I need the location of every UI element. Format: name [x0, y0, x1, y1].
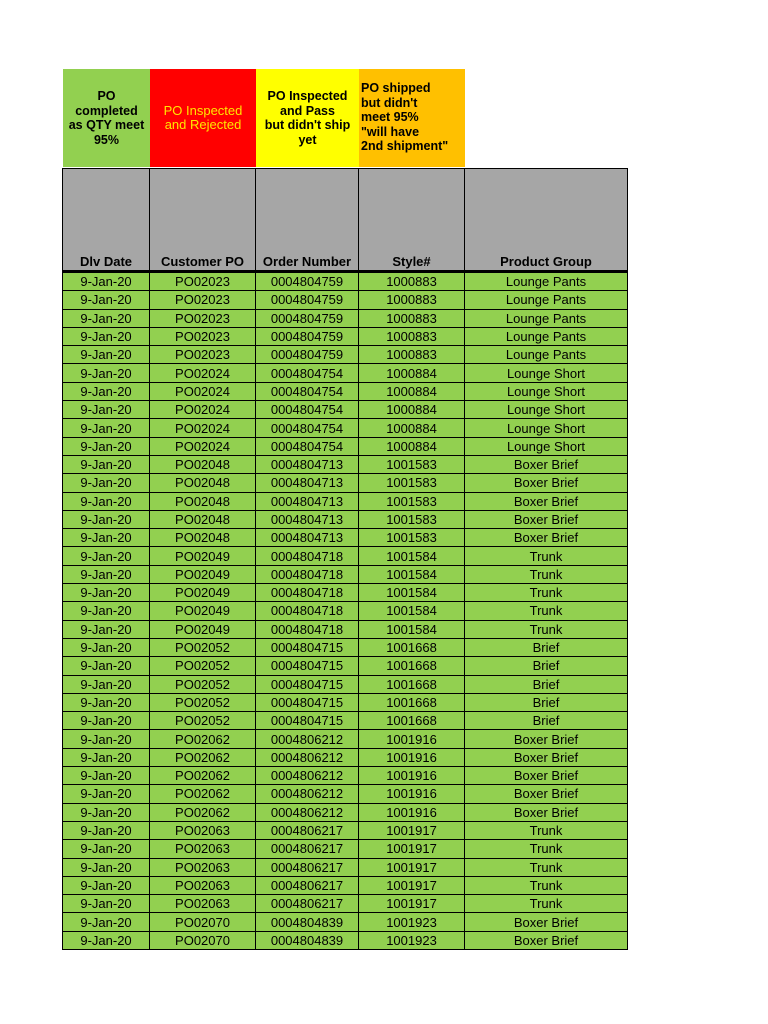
cell-product-group[interactable]: Boxer Brief [465, 748, 628, 766]
cell-product-group[interactable]: Boxer Brief [465, 529, 628, 547]
cell-order-number[interactable]: 0004806212 [256, 767, 359, 785]
table-row [63, 638, 628, 656]
cell-style[interactable]: 1001916 [359, 803, 465, 821]
cell-product-group[interactable]: Lounge Short [465, 437, 628, 455]
cell-product-group[interactable]: Lounge Pants [465, 309, 628, 327]
cell-dlv-date[interactable]: 9-Jan-20 [63, 620, 150, 638]
cell-customer-po[interactable]: PO02049 [150, 584, 256, 602]
po-table [62, 168, 628, 950]
cell-product-group[interactable]: Lounge Pants [465, 291, 628, 309]
table-body [63, 272, 628, 950]
cell-dlv-date[interactable]: 9-Jan-20 [63, 876, 150, 894]
cell-order-number[interactable]: 0004804754 [256, 382, 359, 400]
cell-order-number[interactable]: 0004804713 [256, 529, 359, 547]
cell-customer-po[interactable]: PO02024 [150, 382, 256, 400]
cell-dlv-date[interactable]: 9-Jan-20 [63, 895, 150, 913]
table-row [63, 291, 628, 309]
table-row [63, 547, 628, 565]
cell-customer-po[interactable]: PO02052 [150, 712, 256, 730]
table-row [63, 913, 628, 931]
cell-style[interactable]: 1001584 [359, 620, 465, 638]
cell-product-group[interactable]: Brief [465, 657, 628, 675]
cell-product-group[interactable]: Brief [465, 712, 628, 730]
cell-style[interactable]: 1001668 [359, 657, 465, 675]
cell-customer-po[interactable]: PO02049 [150, 620, 256, 638]
cell-order-number[interactable]: 0004806217 [256, 895, 359, 913]
header-row [63, 169, 628, 272]
cell-customer-po[interactable]: PO02062 [150, 730, 256, 748]
cell-style[interactable]: 1000883 [359, 272, 465, 291]
cell-style[interactable]: 1001917 [359, 895, 465, 913]
cell-dlv-date[interactable]: 9-Jan-20 [63, 913, 150, 931]
table-row [63, 327, 628, 345]
cell-customer-po[interactable]: PO02048 [150, 492, 256, 510]
cell-style[interactable]: 1000883 [359, 291, 465, 309]
table-row [63, 492, 628, 510]
header-order-number[interactable]: Order Number [256, 169, 359, 272]
cell-order-number[interactable]: 0004806217 [256, 876, 359, 894]
cell-order-number[interactable]: 0004804718 [256, 584, 359, 602]
cell-dlv-date[interactable]: 9-Jan-20 [63, 510, 150, 528]
cell-customer-po[interactable]: PO02024 [150, 364, 256, 382]
cell-product-group[interactable]: Brief [465, 675, 628, 693]
cell-product-group[interactable]: Boxer Brief [465, 931, 628, 949]
cell-dlv-date[interactable]: 9-Jan-20 [63, 291, 150, 309]
cell-order-number[interactable]: 0004804754 [256, 419, 359, 437]
table-row [63, 401, 628, 419]
cell-product-group[interactable]: Lounge Pants [465, 346, 628, 364]
cell-product-group[interactable]: Trunk [465, 565, 628, 583]
table-row [63, 693, 628, 711]
cell-dlv-date[interactable]: 9-Jan-20 [63, 803, 150, 821]
table-row [63, 895, 628, 913]
cell-dlv-date[interactable]: 9-Jan-20 [63, 529, 150, 547]
cell-dlv-date[interactable]: 9-Jan-20 [63, 455, 150, 473]
cell-order-number[interactable]: 0004804713 [256, 455, 359, 473]
cell-customer-po[interactable]: PO02062 [150, 748, 256, 766]
cell-style[interactable]: 1001917 [359, 840, 465, 858]
cell-product-group[interactable]: Boxer Brief [465, 510, 628, 528]
cell-product-group[interactable]: Boxer Brief [465, 455, 628, 473]
cell-customer-po[interactable]: PO02049 [150, 565, 256, 583]
table-row [63, 620, 628, 638]
table-row [63, 346, 628, 364]
cell-product-group[interactable]: Trunk [465, 602, 628, 620]
cell-dlv-date[interactable]: 9-Jan-20 [63, 364, 150, 382]
cell-style[interactable]: 1001584 [359, 584, 465, 602]
cell-customer-po[interactable]: PO02024 [150, 437, 256, 455]
header-style[interactable]: Style# [359, 169, 465, 272]
cell-product-group[interactable]: Boxer Brief [465, 767, 628, 785]
cell-style[interactable]: 1000884 [359, 364, 465, 382]
cell-product-group[interactable]: Lounge Pants [465, 272, 628, 291]
cell-customer-po[interactable]: PO02070 [150, 931, 256, 949]
legend-partial-shipment [359, 69, 465, 167]
cell-order-number[interactable]: 0004804715 [256, 693, 359, 711]
cell-dlv-date[interactable]: 9-Jan-20 [63, 693, 150, 711]
cell-style[interactable]: 1001584 [359, 602, 465, 620]
cell-customer-po[interactable]: PO02063 [150, 858, 256, 876]
cell-customer-po[interactable]: PO02049 [150, 602, 256, 620]
cell-product-group[interactable]: Trunk [465, 858, 628, 876]
cell-product-group[interactable]: Brief [465, 693, 628, 711]
cell-order-number[interactable]: 0004804839 [256, 913, 359, 931]
cell-customer-po[interactable]: PO02023 [150, 272, 256, 291]
legend-rejected-label: PO Inspected and Rejected [163, 102, 243, 132]
cell-customer-po[interactable]: PO02048 [150, 529, 256, 547]
cell-customer-po[interactable]: PO02052 [150, 693, 256, 711]
legend-completed-label: PO completed as QTY meet 95% [68, 89, 145, 147]
cell-order-number[interactable]: 0004804713 [256, 510, 359, 528]
cell-customer-po[interactable]: PO02048 [150, 455, 256, 473]
cell-style[interactable]: 1001917 [359, 858, 465, 876]
cell-product-group[interactable]: Lounge Short [465, 382, 628, 400]
cell-customer-po[interactable]: PO02063 [150, 840, 256, 858]
cell-style[interactable]: 1000884 [359, 382, 465, 400]
cell-style[interactable]: 1000884 [359, 419, 465, 437]
cell-product-group[interactable]: Trunk [465, 821, 628, 839]
cell-customer-po[interactable]: PO02063 [150, 821, 256, 839]
table-row [63, 565, 628, 583]
cell-product-group[interactable]: Boxer Brief [465, 785, 628, 803]
cell-order-number[interactable]: 0004804718 [256, 620, 359, 638]
cell-order-number[interactable]: 0004804713 [256, 474, 359, 492]
cell-customer-po[interactable]: PO02062 [150, 767, 256, 785]
cell-dlv-date[interactable]: 9-Jan-20 [63, 272, 150, 291]
cell-style[interactable]: 1001917 [359, 821, 465, 839]
table-row [63, 931, 628, 949]
table-row [63, 840, 628, 858]
cell-customer-po[interactable]: PO02063 [150, 895, 256, 913]
cell-style[interactable]: 1001916 [359, 748, 465, 766]
cell-order-number[interactable]: 0004804754 [256, 437, 359, 455]
cell-customer-po[interactable]: PO02062 [150, 803, 256, 821]
cell-style[interactable]: 1001668 [359, 675, 465, 693]
cell-order-number[interactable]: 0004804718 [256, 547, 359, 565]
header-customer-po[interactable]: Customer PO [150, 169, 256, 272]
table-row [63, 510, 628, 528]
cell-order-number[interactable]: 0004804759 [256, 272, 359, 291]
cell-order-number[interactable]: 0004804715 [256, 712, 359, 730]
cell-customer-po[interactable]: PO02024 [150, 401, 256, 419]
table-row [63, 803, 628, 821]
cell-customer-po[interactable]: PO02063 [150, 876, 256, 894]
cell-customer-po[interactable]: PO02052 [150, 657, 256, 675]
cell-style[interactable]: 1000884 [359, 401, 465, 419]
table-row [63, 309, 628, 327]
cell-style[interactable]: 1000883 [359, 327, 465, 345]
cell-order-number[interactable]: 0004804759 [256, 346, 359, 364]
cell-order-number[interactable]: 0004806217 [256, 840, 359, 858]
cell-customer-po[interactable]: PO02052 [150, 675, 256, 693]
cell-dlv-date[interactable]: 9-Jan-20 [63, 821, 150, 839]
cell-customer-po[interactable]: PO02024 [150, 419, 256, 437]
cell-style[interactable]: 1001584 [359, 547, 465, 565]
cell-order-number[interactable]: 0004804759 [256, 309, 359, 327]
cell-dlv-date[interactable]: 9-Jan-20 [63, 748, 150, 766]
cell-product-group[interactable]: Boxer Brief [465, 913, 628, 931]
cell-dlv-date[interactable]: 9-Jan-20 [63, 547, 150, 565]
cell-order-number[interactable]: 0004804718 [256, 565, 359, 583]
table-row [63, 858, 628, 876]
cell-order-number[interactable]: 0004806212 [256, 730, 359, 748]
cell-order-number[interactable]: 0004804839 [256, 931, 359, 949]
cell-dlv-date[interactable]: 9-Jan-20 [63, 327, 150, 345]
cell-dlv-date[interactable]: 9-Jan-20 [63, 401, 150, 419]
cell-dlv-date[interactable]: 9-Jan-20 [63, 785, 150, 803]
table-row [63, 474, 628, 492]
cell-dlv-date[interactable]: 9-Jan-20 [63, 638, 150, 656]
cell-product-group[interactable]: Boxer Brief [465, 492, 628, 510]
cell-dlv-date[interactable]: 9-Jan-20 [63, 602, 150, 620]
cell-style[interactable]: 1001923 [359, 913, 465, 931]
legend-completed [63, 69, 150, 167]
table-row [63, 455, 628, 473]
cell-product-group[interactable]: Trunk [465, 876, 628, 894]
cell-style[interactable]: 1001916 [359, 730, 465, 748]
cell-product-group[interactable]: Lounge Short [465, 419, 628, 437]
cell-style[interactable]: 1000883 [359, 346, 465, 364]
cell-product-group[interactable]: Brief [465, 638, 628, 656]
cell-product-group[interactable]: Trunk [465, 547, 628, 565]
cell-customer-po[interactable]: PO02023 [150, 327, 256, 345]
cell-order-number[interactable]: 0004806212 [256, 785, 359, 803]
table-row [63, 657, 628, 675]
cell-customer-po[interactable]: PO02052 [150, 638, 256, 656]
cell-product-group[interactable]: Lounge Pants [465, 327, 628, 345]
cell-style[interactable]: 1001668 [359, 638, 465, 656]
cell-style[interactable]: 1001668 [359, 693, 465, 711]
cell-dlv-date[interactable]: 9-Jan-20 [63, 419, 150, 437]
cell-order-number[interactable]: 0004804754 [256, 364, 359, 382]
cell-dlv-date[interactable]: 9-Jan-20 [63, 309, 150, 327]
cell-order-number[interactable]: 0004804715 [256, 675, 359, 693]
cell-order-number[interactable]: 0004804715 [256, 638, 359, 656]
cell-style[interactable]: 1001583 [359, 510, 465, 528]
cell-dlv-date[interactable]: 9-Jan-20 [63, 675, 150, 693]
cell-product-group[interactable]: Boxer Brief [465, 474, 628, 492]
cell-style[interactable]: 1001916 [359, 767, 465, 785]
cell-order-number[interactable]: 0004806217 [256, 858, 359, 876]
cell-product-group[interactable]: Trunk [465, 584, 628, 602]
cell-dlv-date[interactable]: 9-Jan-20 [63, 492, 150, 510]
cell-order-number[interactable]: 0004804718 [256, 602, 359, 620]
cell-dlv-date[interactable]: 9-Jan-20 [63, 730, 150, 748]
cell-dlv-date[interactable]: 9-Jan-20 [63, 382, 150, 400]
cell-dlv-date[interactable]: 9-Jan-20 [63, 767, 150, 785]
cell-customer-po[interactable]: PO02023 [150, 346, 256, 364]
table-row [63, 876, 628, 894]
cell-style[interactable]: 1001583 [359, 455, 465, 473]
header-dlv-date[interactable]: Dlv Date [63, 169, 150, 272]
table-row [63, 730, 628, 748]
cell-style[interactable]: 1001917 [359, 876, 465, 894]
cell-style[interactable]: 1000884 [359, 437, 465, 455]
header-product-group[interactable]: Product Group [465, 169, 628, 272]
cell-dlv-date[interactable]: 9-Jan-20 [63, 931, 150, 949]
cell-order-number[interactable]: 0004804759 [256, 291, 359, 309]
cell-order-number[interactable]: 0004804715 [256, 657, 359, 675]
legend-passed-not-shipped [256, 69, 359, 167]
cell-style[interactable]: 1000883 [359, 309, 465, 327]
table-row [63, 364, 628, 382]
cell-order-number[interactable]: 0004806217 [256, 821, 359, 839]
cell-customer-po[interactable]: PO02023 [150, 291, 256, 309]
cell-customer-po[interactable]: PO02070 [150, 913, 256, 931]
cell-dlv-date[interactable]: 9-Jan-20 [63, 858, 150, 876]
cell-dlv-date[interactable]: 9-Jan-20 [63, 565, 150, 583]
cell-order-number[interactable]: 0004804754 [256, 401, 359, 419]
table-row [63, 419, 628, 437]
cell-product-group[interactable]: Trunk [465, 895, 628, 913]
table-row [63, 382, 628, 400]
cell-style[interactable]: 1001916 [359, 785, 465, 803]
cell-order-number[interactable]: 0004806212 [256, 748, 359, 766]
table-row [63, 584, 628, 602]
cell-customer-po[interactable]: PO02049 [150, 547, 256, 565]
cell-dlv-date[interactable]: 9-Jan-20 [63, 437, 150, 455]
cell-order-number[interactable]: 0004806212 [256, 803, 359, 821]
table-row [63, 748, 628, 766]
cell-style[interactable]: 1001583 [359, 529, 465, 547]
table-row [63, 272, 628, 291]
cell-order-number[interactable]: 0004804759 [256, 327, 359, 345]
cell-dlv-date[interactable]: 9-Jan-20 [63, 840, 150, 858]
legend-rejected [150, 69, 256, 167]
cell-dlv-date[interactable]: 9-Jan-20 [63, 712, 150, 730]
cell-style[interactable]: 1001583 [359, 474, 465, 492]
legend-partial-shipment-label: PO shipped but didn't meet 95% "will have 2nd shipment" [361, 81, 449, 153]
cell-customer-po[interactable]: PO02023 [150, 309, 256, 327]
table-row [63, 767, 628, 785]
cell-style[interactable]: 1001668 [359, 712, 465, 730]
table-row [63, 821, 628, 839]
table-row [63, 785, 628, 803]
table-row [63, 437, 628, 455]
cell-customer-po[interactable]: PO02048 [150, 474, 256, 492]
cell-product-group[interactable]: Boxer Brief [465, 803, 628, 821]
cell-style[interactable]: 1001923 [359, 931, 465, 949]
cell-product-group[interactable]: Lounge Short [465, 401, 628, 419]
cell-customer-po[interactable]: PO02048 [150, 510, 256, 528]
table-row [63, 602, 628, 620]
cell-dlv-date[interactable]: 9-Jan-20 [63, 584, 150, 602]
cell-dlv-date[interactable]: 9-Jan-20 [63, 346, 150, 364]
cell-product-group[interactable]: Trunk [465, 840, 628, 858]
cell-product-group[interactable]: Boxer Brief [465, 730, 628, 748]
legend-passed-not-shipped-label: PO Inspected and Pass but didn't ship yet [264, 89, 351, 147]
cell-style[interactable]: 1001583 [359, 492, 465, 510]
table-row [63, 712, 628, 730]
table-row [63, 675, 628, 693]
cell-dlv-date[interactable]: 9-Jan-20 [63, 474, 150, 492]
table-row [63, 529, 628, 547]
cell-customer-po[interactable]: PO02062 [150, 785, 256, 803]
cell-order-number[interactable]: 0004804713 [256, 492, 359, 510]
status-legend [63, 69, 465, 167]
cell-style[interactable]: 1001584 [359, 565, 465, 583]
cell-dlv-date[interactable]: 9-Jan-20 [63, 657, 150, 675]
cell-product-group[interactable]: Trunk [465, 620, 628, 638]
cell-product-group[interactable]: Lounge Short [465, 364, 628, 382]
